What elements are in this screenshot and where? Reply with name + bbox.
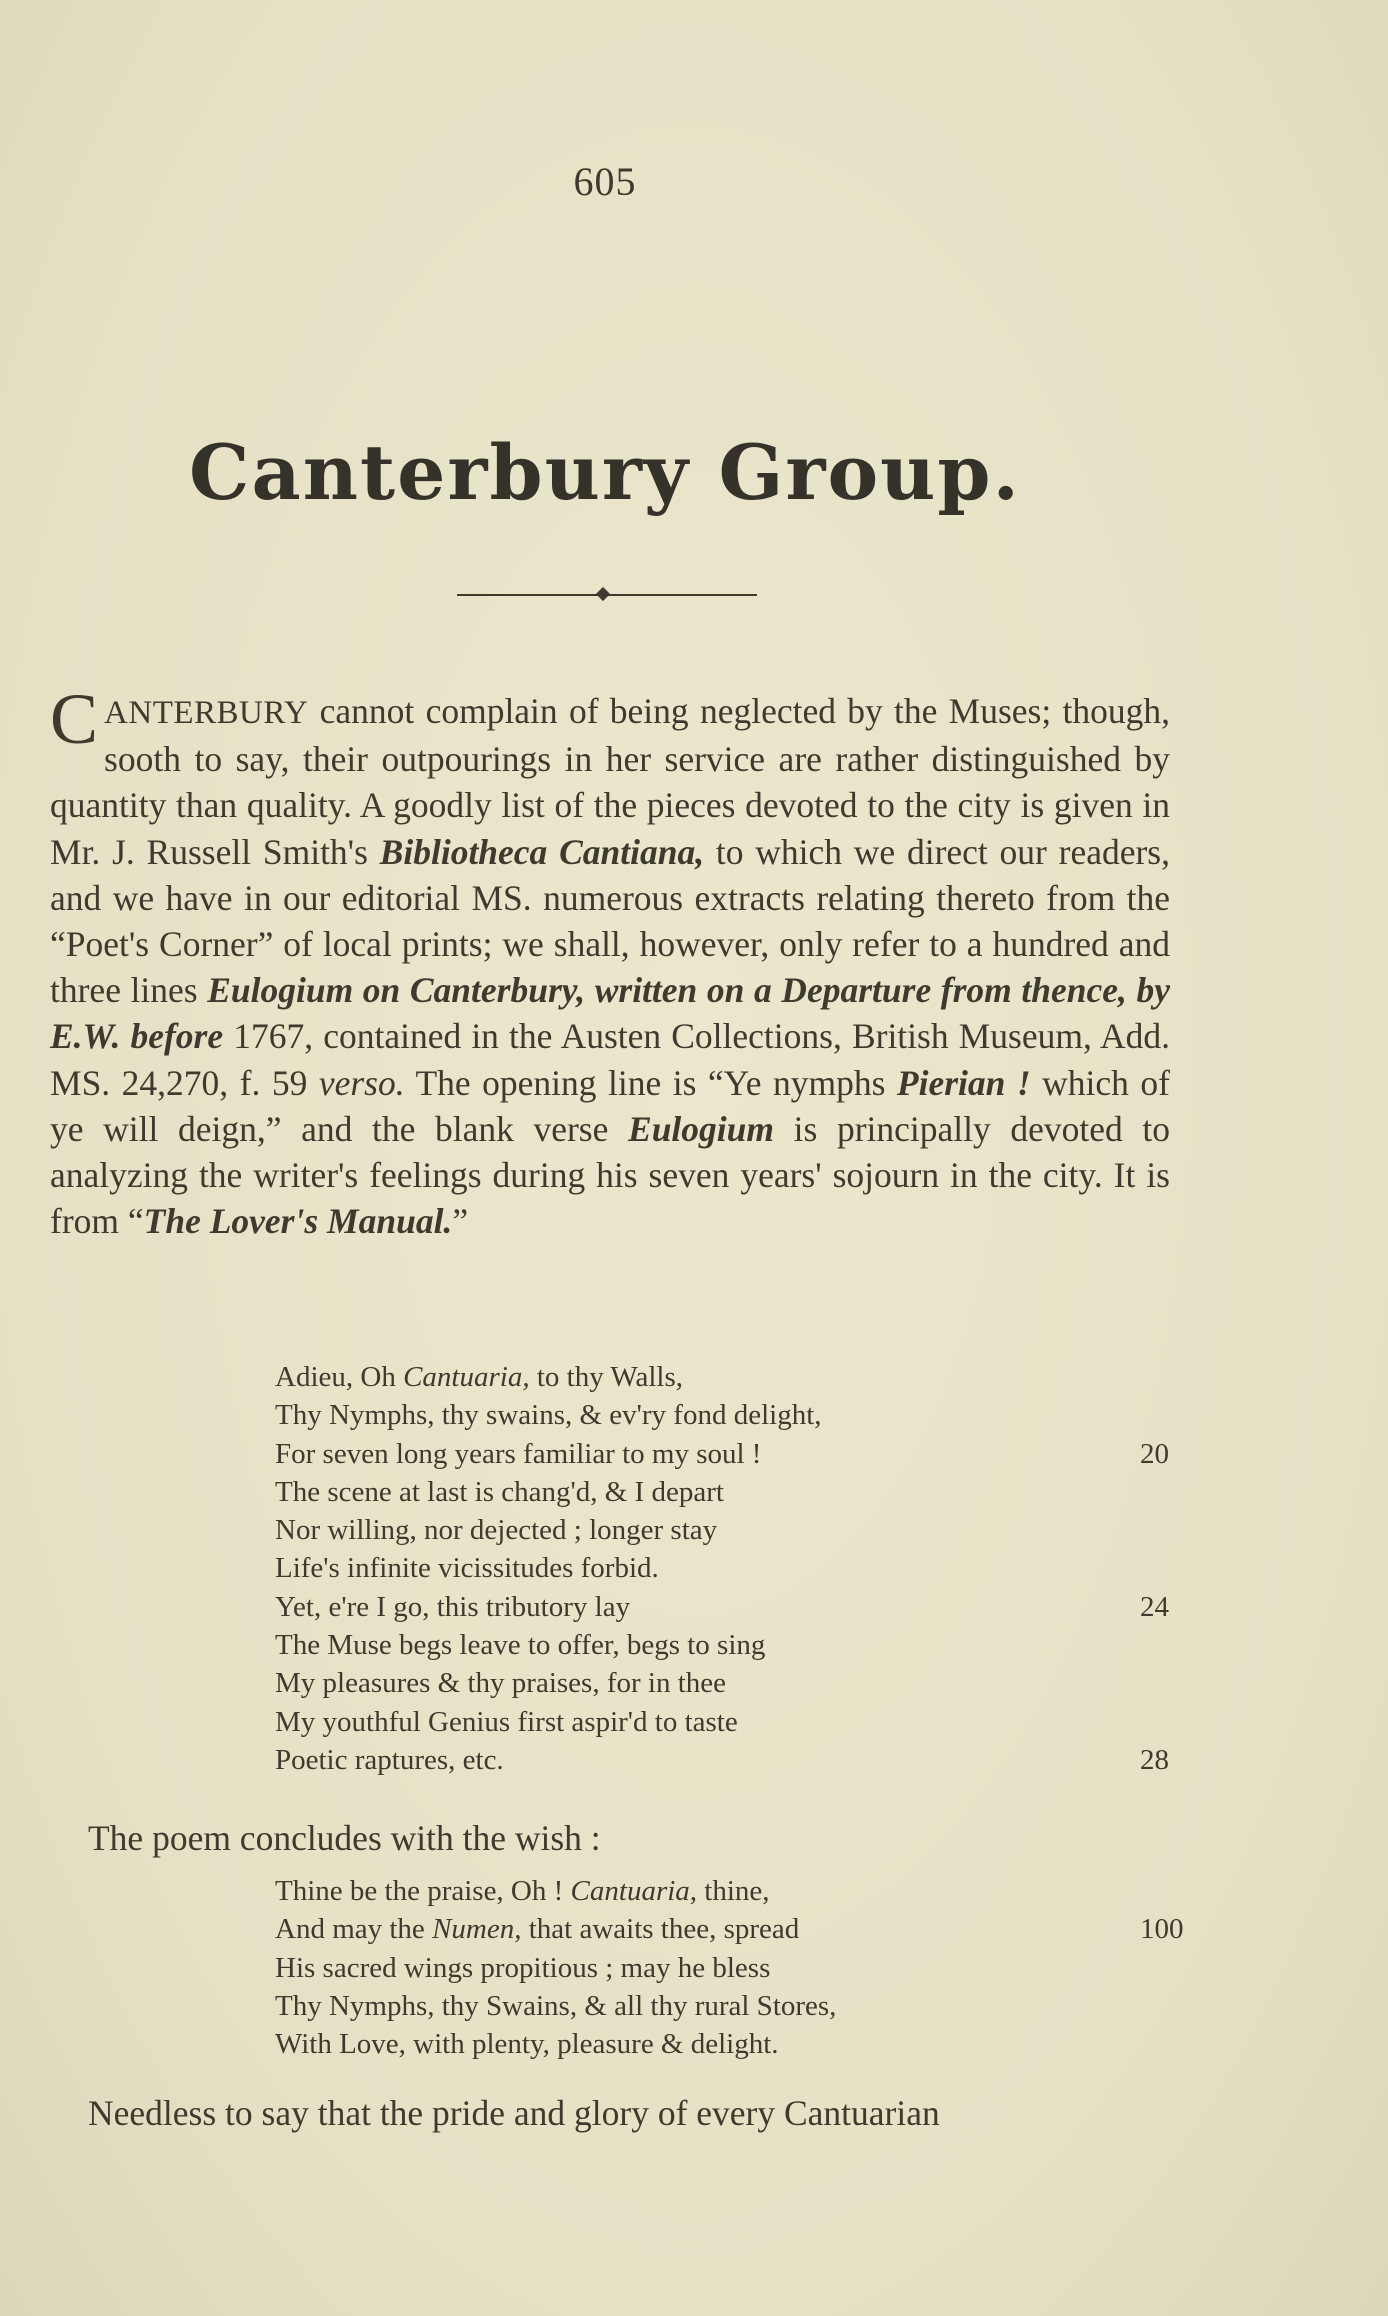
- intro-italic-eulogium: Eulogium: [628, 1108, 775, 1149]
- intro-text-2: to which we direct our readers, and we have in our editorial MS. numerous extracts relating thereto from the “Poet's Corner” of local prints; we shall, however, only refer to a hundred and three lines: [50, 831, 1170, 1011]
- line-number: 20: [1140, 1437, 1169, 1470]
- intro-text-6: is principally devoted to analyzing the writer's feelings during his seven years' sojourn in the city. It is from “: [50, 1108, 1170, 1242]
- verse-line: For seven long years familiar to my soul ! 20: [275, 1435, 1175, 1473]
- intro-first-word: ANTERBURY: [104, 695, 309, 731]
- drop-cap: C: [50, 679, 99, 759]
- intro-italic-pierian: Pierian !: [896, 1062, 1031, 1103]
- verse-line: His sacred wings propitious ; may he bless: [275, 1951, 771, 1984]
- verse-line: And may the Numen, that awaits thee, spread 100: [275, 1910, 1175, 1948]
- intro-text-5: which of ye will deign,” and the blank verse: [50, 1062, 1170, 1149]
- verse-line: Life's infinite vicissitudes forbid.: [275, 1552, 659, 1585]
- intro-italic-lovers-manual: The Lover's Manual.: [143, 1201, 453, 1242]
- verse-line: My pleasures & thy praises, for in thee: [275, 1667, 727, 1700]
- verse-excerpt-1: [275, 1358, 1175, 1779]
- section-title: Canterbury Group.: [188, 428, 1022, 517]
- intro-text-4: The opening line is “Ye nymphs: [404, 1062, 897, 1103]
- verse-line: Thy Nymphs, thy Swains, & all thy rural Stores,: [275, 1989, 837, 2022]
- line-number: 28: [1140, 1743, 1169, 1776]
- verse-line: With Love, with plenty, pleasure & delight.: [275, 2028, 779, 2061]
- closing-line: Needless to say that the pride and glory of every Cantuarian: [88, 2093, 940, 2133]
- verse-line: Thy Nymphs, thy swains, & ev'ry fond delight,: [275, 1399, 822, 1432]
- intro-text-1: cannot complain of being neglected by the Muses; though, sooth to say, their outpourings in her service are rather distinguished by quantity than quality. A goodly list of the pieces devoted to the city is given in Mr. J. Russell Smith's: [50, 691, 1170, 872]
- verse-line: The Muse begs leave to offer, begs to sing: [275, 1629, 766, 1662]
- intro-text-3: 1767, contained in the Austen Collections, British Museum, Add. MS. 24,270, f. 59: [50, 1016, 1170, 1103]
- line-number: 100: [1140, 1913, 1184, 1946]
- intro-italic-eulogium-title: Eulogium on Canterbury, written on a Departure from thence, by E.W. before: [50, 970, 1170, 1057]
- verse-line: Nor willing, nor dejected ; longer stay: [275, 1514, 718, 1547]
- intro-paragraph: [50, 679, 1170, 1244]
- page-number: 605: [573, 159, 637, 204]
- line-number: 24: [1140, 1590, 1169, 1623]
- verse-line: Thine be the praise, Oh ! Cantuaria, thine,: [275, 1875, 770, 1907]
- verse-line: Adieu, Oh Cantuaria, to thy Walls,: [275, 1361, 683, 1393]
- intro-italic-verso: verso.: [318, 1062, 405, 1103]
- intro-italic-bibliotheca: Bibliotheca Cantiana,: [379, 831, 705, 872]
- rule-diamond-ornament: [596, 587, 610, 601]
- verse-excerpt-2: [275, 1872, 1184, 2063]
- verse-line: Poetic raptures, etc. 28: [275, 1741, 1175, 1779]
- verse-line: My youthful Genius first aspir'd to taste: [275, 1705, 738, 1738]
- intro-text-7: ”: [452, 1201, 469, 1242]
- poem-conclusion-intro: The poem concludes with the wish :: [88, 1818, 601, 1858]
- verse-line: Yet, e're I go, this tributory lay 24: [275, 1588, 1175, 1626]
- verse-line: The scene at last is chang'd, & I depart: [275, 1475, 724, 1508]
